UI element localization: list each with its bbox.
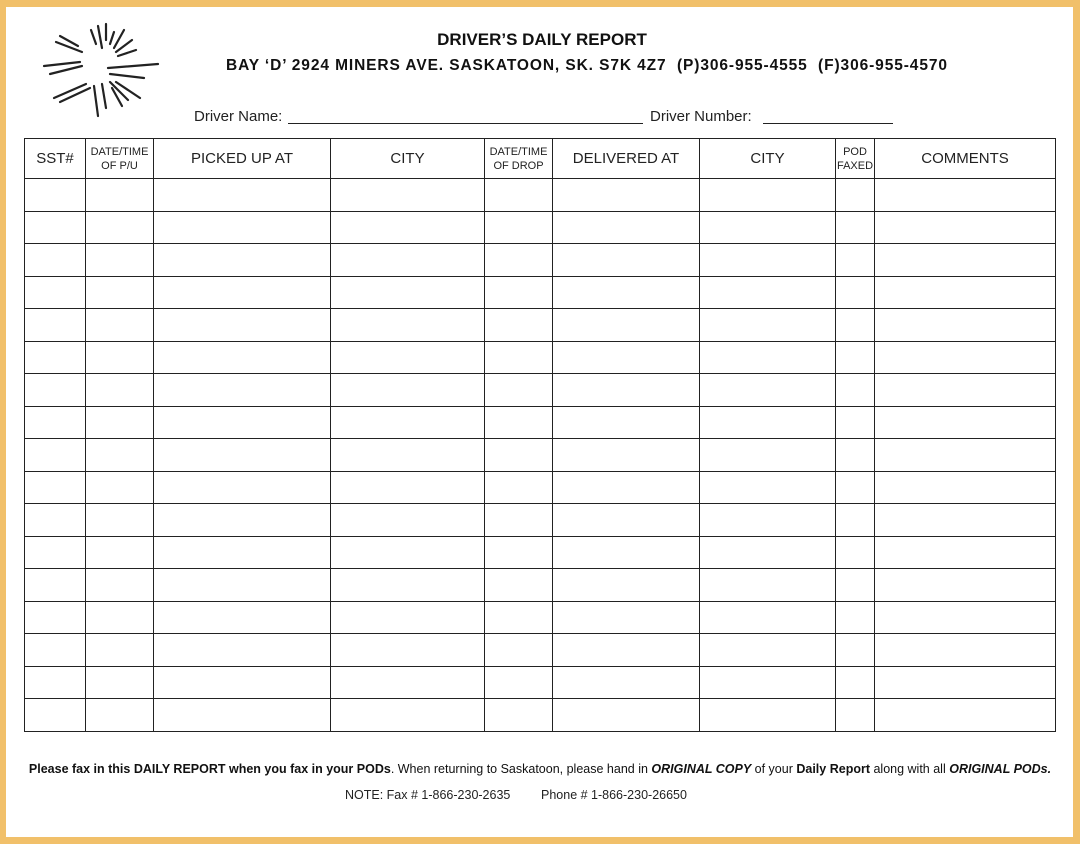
table-cell[interactable] [836,374,875,407]
table-cell[interactable] [86,601,154,634]
table-cell[interactable] [836,179,875,212]
table-cell[interactable] [553,699,700,732]
table-cell[interactable] [700,276,836,309]
table-cell[interactable] [25,406,86,439]
column-header-pickup-datetime: DATE/TIME OF P/U [86,139,154,179]
table-cell[interactable] [25,244,86,277]
table-cell[interactable] [553,309,700,342]
table-cell[interactable] [836,309,875,342]
table-cell[interactable] [875,699,1056,732]
column-header-pod-faxed: POD FAXED [836,139,875,179]
table-cell[interactable] [25,341,86,374]
table-cell[interactable] [485,439,553,472]
table-cell[interactable] [86,341,154,374]
table-cell[interactable] [553,439,700,472]
table-cell[interactable] [875,471,1056,504]
table-cell[interactable] [25,601,86,634]
table-row [25,406,1056,439]
table-cell[interactable] [700,504,836,537]
fax-number: NOTE: Fax # 1-866-230-2635 [345,788,511,802]
table-cell[interactable] [331,374,485,407]
table-cell[interactable] [25,374,86,407]
table-cell[interactable] [154,309,331,342]
column-header-sst: SST# [25,139,86,179]
table-cell[interactable] [836,634,875,667]
table-cell[interactable] [700,601,836,634]
table-cell[interactable] [331,634,485,667]
table-row [25,666,1056,699]
table-cell[interactable] [836,471,875,504]
table-cell[interactable] [154,666,331,699]
table-cell[interactable] [875,374,1056,407]
table-cell[interactable] [485,309,553,342]
table-cell[interactable] [485,634,553,667]
table-cell[interactable] [875,634,1056,667]
table-cell[interactable] [875,569,1056,602]
table-cell[interactable] [86,536,154,569]
table-cell[interactable] [836,699,875,732]
table-cell[interactable] [700,374,836,407]
table-cell[interactable] [86,471,154,504]
driver-name-field[interactable] [288,123,643,124]
table-cell[interactable] [485,406,553,439]
footer-note: Please fax in this DAILY REPORT when you fax in your PODs. When returning to Saskatoon, please hand in ORIGINAL COPY of your Daily Report along with all ORIGINAL PODs. [28,762,1052,776]
table-row [25,601,1056,634]
table-cell[interactable] [836,341,875,374]
table-cell[interactable] [154,634,331,667]
table-cell[interactable] [875,179,1056,212]
table-cell[interactable] [25,699,86,732]
column-header-delivery-city: CITY [700,139,836,179]
table-cell[interactable] [154,374,331,407]
table-cell[interactable] [875,211,1056,244]
table-cell[interactable] [836,601,875,634]
table-header-row [25,139,1056,179]
table-cell[interactable] [700,634,836,667]
table-cell[interactable] [485,244,553,277]
table-cell[interactable] [836,439,875,472]
table-row [25,471,1056,504]
table-row [25,569,1056,602]
table-cell[interactable] [154,406,331,439]
table-cell[interactable] [331,309,485,342]
column-header-delivered-at: DELIVERED AT [553,139,700,179]
table-cell[interactable] [485,569,553,602]
table-row [25,211,1056,244]
table-cell[interactable] [154,244,331,277]
table-cell[interactable] [86,699,154,732]
table-row [25,504,1056,537]
phone-number: Phone # 1-866-230-26650 [541,788,687,802]
table-cell[interactable] [836,504,875,537]
table-cell[interactable] [25,309,86,342]
table-cell[interactable] [836,406,875,439]
table-cell[interactable] [875,439,1056,472]
table-row [25,536,1056,569]
table-cell[interactable] [331,601,485,634]
table-cell[interactable] [25,504,86,537]
table-cell[interactable] [154,341,331,374]
table-cell[interactable] [331,699,485,732]
table-cell[interactable] [836,569,875,602]
table-cell[interactable] [700,666,836,699]
table-cell[interactable] [700,699,836,732]
table-cell[interactable] [485,374,553,407]
table-cell[interactable] [485,179,553,212]
table-cell[interactable] [485,536,553,569]
table-cell[interactable] [25,569,86,602]
table-cell[interactable] [553,406,700,439]
table-row [25,341,1056,374]
column-header-comments: COMMENTS [875,139,1056,179]
table-cell[interactable] [700,211,836,244]
table-cell[interactable] [700,244,836,277]
table-cell[interactable] [836,666,875,699]
table-cell[interactable] [836,211,875,244]
table-cell[interactable] [485,666,553,699]
table-cell[interactable] [875,406,1056,439]
table-cell[interactable] [86,179,154,212]
table-cell[interactable] [154,276,331,309]
table-cell[interactable] [331,439,485,472]
table-cell[interactable] [154,569,331,602]
table-cell[interactable] [700,309,836,342]
table-cell[interactable] [700,179,836,212]
table-cell[interactable] [700,439,836,472]
table-cell[interactable] [875,341,1056,374]
table-cell[interactable] [154,504,331,537]
table-cell[interactable] [154,211,331,244]
table-cell[interactable] [553,179,700,212]
table-cell[interactable] [553,504,700,537]
table-row [25,439,1056,472]
table-cell[interactable] [86,666,154,699]
table-cell[interactable] [25,276,86,309]
table-row [25,244,1056,277]
table-cell[interactable] [331,536,485,569]
table-cell[interactable] [875,504,1056,537]
table-cell[interactable] [154,179,331,212]
table-cell[interactable] [836,244,875,277]
table-cell[interactable] [25,471,86,504]
table-cell[interactable] [25,536,86,569]
table-cell[interactable] [86,406,154,439]
table-cell[interactable] [700,536,836,569]
table-cell[interactable] [553,211,700,244]
driver-number-field[interactable] [763,123,893,124]
table-cell[interactable] [485,211,553,244]
table-row [25,374,1056,407]
table-row [25,276,1056,309]
report-title: DRIVER’S DAILY REPORT [437,30,647,49]
column-header-pickup-city: CITY [331,139,485,179]
table-cell[interactable] [331,341,485,374]
table-cell[interactable] [331,504,485,537]
company-address: BAY ‘D’ 2924 MINERS AVE. SASKATOON, SK. S7K 4Z7 (P)306-955-4555 (F)306-955-4570 [226,57,948,74]
table-row [25,309,1056,342]
table-cell[interactable] [485,341,553,374]
table-cell[interactable] [485,699,553,732]
table-cell[interactable] [154,699,331,732]
table-cell[interactable] [875,309,1056,342]
table-cell[interactable] [331,471,485,504]
table-cell[interactable] [331,276,485,309]
table-cell[interactable] [25,179,86,212]
table-row [25,699,1056,732]
table-cell[interactable] [25,666,86,699]
column-header-picked-up-at: PICKED UP AT [154,139,331,179]
table-cell[interactable] [86,374,154,407]
table-cell[interactable] [154,471,331,504]
table-cell[interactable] [331,244,485,277]
table-cell[interactable] [553,276,700,309]
table-cell[interactable] [25,439,86,472]
table-cell[interactable] [875,666,1056,699]
table-cell[interactable] [485,471,553,504]
table-cell[interactable] [553,536,700,569]
table-cell[interactable] [25,211,86,244]
table-cell[interactable] [553,666,700,699]
table-cell[interactable] [25,634,86,667]
table-cell[interactable] [875,601,1056,634]
table-cell[interactable] [86,569,154,602]
table-cell[interactable] [875,536,1056,569]
driver-number-label: Driver Number: [650,108,752,125]
table-cell[interactable] [836,276,875,309]
table-cell[interactable] [553,341,700,374]
table-cell[interactable] [86,276,154,309]
table-cell[interactable] [553,471,700,504]
table-cell[interactable] [836,536,875,569]
table-cell[interactable] [86,439,154,472]
report-table [24,138,1056,732]
table-cell[interactable] [331,666,485,699]
table-cell[interactable] [485,601,553,634]
table-cell[interactable] [86,309,154,342]
table-cell[interactable] [875,276,1056,309]
table-cell[interactable] [331,179,485,212]
table-cell[interactable] [700,569,836,602]
table-cell[interactable] [553,244,700,277]
table-cell[interactable] [553,374,700,407]
table-cell[interactable] [331,211,485,244]
table-cell[interactable] [86,211,154,244]
table-cell[interactable] [700,341,836,374]
table-cell[interactable] [875,244,1056,277]
table-cell[interactable] [154,601,331,634]
table-row [25,179,1056,212]
table-cell[interactable] [86,504,154,537]
table-cell[interactable] [553,634,700,667]
table-cell[interactable] [154,439,331,472]
table-cell[interactable] [700,406,836,439]
column-header-drop-datetime: DATE/TIME OF DROP [485,139,553,179]
driver-name-label: Driver Name: [194,108,283,125]
table-body [25,179,1056,732]
table-cell[interactable] [553,569,700,602]
table-cell[interactable] [331,406,485,439]
table-cell[interactable] [154,536,331,569]
table-cell[interactable] [86,244,154,277]
table-cell[interactable] [485,504,553,537]
table-cell[interactable] [485,276,553,309]
table-cell[interactable] [331,569,485,602]
table-row [25,634,1056,667]
table-cell[interactable] [700,471,836,504]
table-cell[interactable] [553,601,700,634]
table-cell[interactable] [86,634,154,667]
